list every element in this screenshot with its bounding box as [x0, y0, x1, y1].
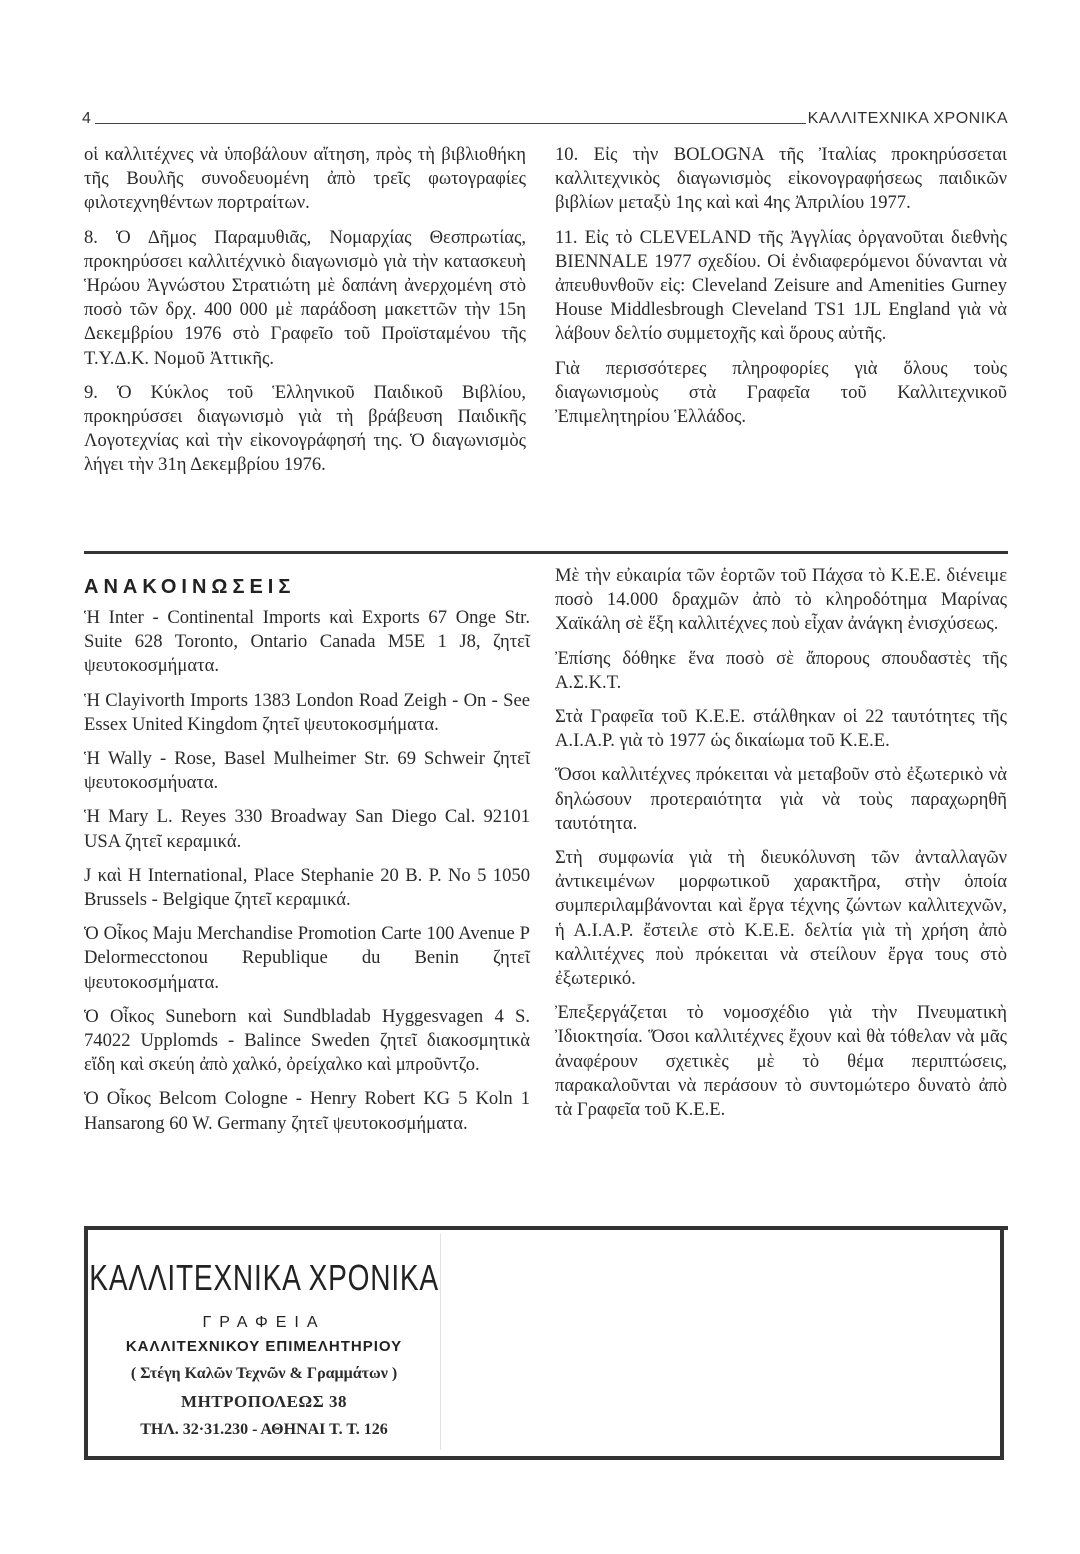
announcement-item: J καὶ H International, Place Stephanie 20 B. P. No 5 1050 Brussels - Belgique ζητεῖ κεραμικά. — [84, 864, 530, 911]
masthead-venue: ( Στέγη Καλῶν Τεχνῶν & Γραμμάτων ) — [130, 1365, 398, 1382]
paragraph: οἱ καλλιτέχνες νὰ ὑποβάλουν αἴτηση, πρὸς τὴ βιβλιοθήκη τῆς Βουλῆς συνοδευομένη ἀπὸ τρεῖς φωτογραφίες φιλοτεχνηθέντων πορτραίτων. — [84, 144, 526, 214]
column-bottom-right — [555, 564, 1007, 1132]
paragraph-item-10: 10. Εἰς τὴν BOLOGNA τῆς Ἰταλίας προκηρύσσεται καλλιτεχνικὸς διαγωνισμὸς εἰκονογραφήσεως παιδικῶν βιβλίων μεταξὺ 1ης καὶ καὶ 4ης Ἀπριλίου 1977. — [555, 144, 1007, 214]
announcement-item: Ἡ Clayivorth Imports 1383 London Road Zeigh - On - See Essex United Kingdom ζητεῖ ψευτοκοσμήματα. — [84, 689, 530, 735]
box-inner-divider — [440, 1234, 441, 1450]
page-number: 4 — [82, 110, 91, 127]
paragraph-item-8: 8. Ὁ Δῆμος Παραμυθιᾶς, Νομαρχίας Θεσπρωτίας, προκηρύσσει καλλιτέχνικὸ διαγωνισμὸ γιὰ τὴν κατασκευὴ Ἡρώου Ἀγνώστου Στρατιώτη μὲ δαπάνη ἀνερχομένη στὸ ποσὸ τῶν δρχ. 400 000 μὲ παράδοση μακεττῶν τὴν 15η Δεκεμβρίου 1976 στὸ Γραφεῖο τοῦ Προϊσταμένου τῆς Τ.Υ.Δ.Κ. Νομοῦ Ἀττικῆς. — [84, 226, 526, 369]
masthead-offices: ΓΡΑΦΕΙΑ — [202, 1314, 326, 1331]
paragraph: Γιὰ περισσότερες πληροφορίες γιὰ ὅλους τοὺς διαγωνισμοὺς στὰ Γραφεῖα τοῦ Καλλιτεχνικοῦ Ἐπιμελητηρίου Ἑλλάδος. — [555, 357, 1007, 428]
paragraph: Μὲ τὴν εὐκαιρία τῶν ἑορτῶν τοῦ Πάχσα τὸ Κ.Ε.Ε. διένειμε ποσὸ 14.000 δραχμῶν ἀπὸ τὸ κληροδότημα Μαρίνας Χαϊκάλη σὲ ἕξη καλλιτέχνες ποὺ εἶχαν ἀνάγκη ἐνισχύσεως. — [555, 565, 1007, 635]
masthead-phone: ΤΗΛ. 32·31.230 - ΑΘΗΝΑΙ Τ. Τ. 126 — [140, 1421, 388, 1438]
header-rule — [95, 123, 806, 124]
running-title: ΚΑΛΛΙΤΕΧΝΙΚΑ ΧΡΟΝΙΚΑ — [807, 110, 1008, 127]
masthead-content — [88, 1228, 440, 1456]
section-title: ΑΝΑΚΟΙΝΩΣΕΙΣ — [84, 576, 296, 598]
page-header — [82, 104, 1008, 128]
announcement-item: Ἡ Wally - Rose, Basel Mulheimer Str. 69 Schweir ζητεῖ ψευτοκοσμήυατα. — [84, 748, 530, 794]
paragraph: Στὰ Γραφεῖα τοῦ Κ.Ε.Ε. στάλθηκαν οἱ 22 ταυτότητες τῆς Α.Ι.Α.Ρ. γιὰ τὸ 1977 ὡς δικαίωμα τοῦ Κ.Ε.Ε. — [555, 706, 1007, 752]
paragraph: Ἐπίσης δόθηκε ἕνα ποσὸ σὲ ἄπορους σπουδαστὲς τῆς Α.Σ.Κ.Τ. — [555, 647, 1007, 693]
paragraph: Ὅσοι καλλιτέχνες πρόκειται νὰ μεταβοῦν στὸ ἐξωτερικὸ νὰ δηλώσουν προτεραιότητα γιὰ νὰ τοὺς παραχωρηθῆ ταυτότητα. — [555, 764, 1007, 834]
announcements-column — [84, 574, 530, 1146]
column-top-right — [555, 143, 1007, 439]
paragraph: Στὴ συμφωνία γιὰ τὴ διευκόλυνση τῶν ἀνταλλαγῶν ἀντικειμένων μορφωτικοῦ χαρακτῆρα, στὴν ὁποία συμπεριλαμβάνονται καὶ ἔργα τέχνης ζώντων καλλιτεχνῶν, ἡ Α.Ι.Α.Ρ. ἔστειλε στὸ Κ.Ε.Ε. δελτία γιὰ τὴ χρήση ἀπὸ καλλιτέχνες ποὺ πρόκειται νὰ στείλουν ἔργα τους στὸ ἐξωτερικό. — [555, 847, 1007, 990]
announcement-item: Ὁ Οἶκος Suneborn καὶ Sundbladab Hyggesvagen 4 S. 74022 Upplomds - Balince Sweden ζητεῖ διακοσμητικὰ εἴδη καὶ σκεύη ἀπὸ χαλκό, ὀρείχαλκο καὶ μπροῦντζο. — [84, 1005, 530, 1076]
announcement-item: Ἡ Mary L. Reyes 330 Broadway San Diego Cal. 92101 USA ζητεῖ κεραμικά. — [84, 806, 530, 852]
paragraph-item-9: 9. Ὁ Κύκλος τοῦ Ἑλληνικοῦ Παιδικοῦ Βιβλίου, προκηρύσσει διαγωνισμὸ γιὰ τὴ βράβευση Παιδικῆς Λογοτεχνίας καὶ τὴν εἰκονογράφησή της. Ὁ διαγωνισμὸς λήγει τὴν 31η Δεκεμβρίου 1976. — [84, 381, 526, 476]
announcement-item: Ὁ Οἶκος Maju Merchandise Promotion Carte 100 Avenue P Delormecctonou Republique du Benin ζητεῖ ψευτοκοσμήματα. — [84, 923, 530, 993]
masthead-address: ΜΗΤΡΟΠΟΛΕΩΣ 38 — [181, 1392, 347, 1411]
announcement-item: Ὁ Οἶκος Belcom Cologne - Henry Robert KG 5 Koln 1 Hansarong 60 W. Germany ζητεῖ ψευτοκοσμήματα. — [84, 1088, 530, 1134]
paragraph-item-11: 11. Εἰς τὸ CLEVELAND τῆς Ἀγγλίας ὀργανοῦται διεθνὴς BIENNALE 1977 σχεδίου. Οἱ ἐνδιαφερόμενοι δύνανται νὰ ἀπευθυνθοῦν εἰς: Cleveland Zeisure and Amenities Gurney House Middlesbrough Cleveland TS1 1JL England γιὰ νὰ λάβουν δελτίο συμμετοχῆς καὶ ὅρους αὐτῆς. — [555, 226, 1007, 345]
masthead-title: ΚΑΛΛΙΤΕΧΝΙΚΑ ΧΡΟΝΙΚΑ — [89, 1257, 439, 1298]
paragraph: Ἐπεξεργάζεται τὸ νομοσχέδιο γιὰ τὴν Πνευματικὴ Ἰδιοκτησία. Ὅσοι καλλιτέχνες ἔχουν καὶ θὰ τόθελαν νὰ μᾶς ἀναφέρουν σχετικὲς μὲ τὸ θέμα περιπτώσεις, παρακαλοῦνται νὰ περάσουν τὸ συντομώτερο δυνατὸ ἀπὸ τὰ Γραφεῖα τοῦ Κ.Ε.Ε. — [555, 1002, 1007, 1121]
section-divider — [84, 551, 1008, 554]
masthead-box — [84, 1228, 1004, 1460]
announcement-item: Ἡ Inter - Continental Imports καὶ Exports 67 Onge Str. Suite 628 Toronto, Ontario Canada M5E 1 J8, ζητεῖ ψευτοκοσμήματα. — [84, 607, 530, 677]
column-top-left — [84, 143, 526, 488]
masthead-chamber: ΚΑΛΛΙΤΕΧΝΙΚΟΥ ΕΠΙΜΕΛΗΤΗΡΙΟΥ — [125, 1338, 403, 1355]
